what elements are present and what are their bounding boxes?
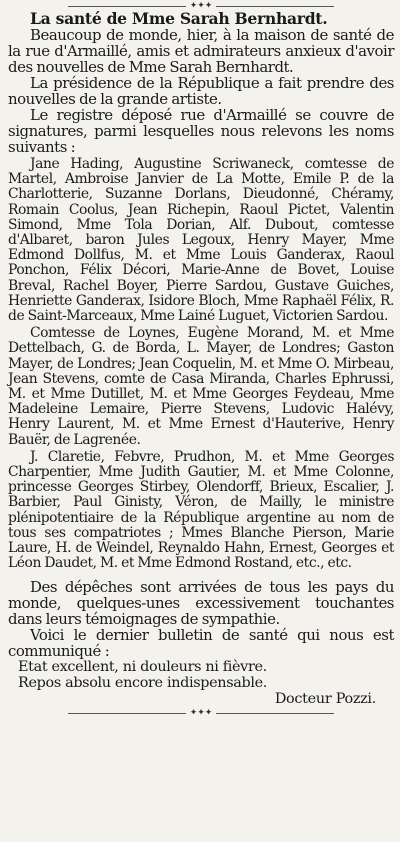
bulletin-line-1: Etat excellent, ni douleurs ni fièvre.	[18, 659, 267, 676]
rule-line	[68, 713, 186, 714]
rule-line	[68, 6, 186, 7]
name-list-3: J. Claretie, Febvre, Prudhon, M. et Mme Georges Charpentier, Mme Judith Gautier, M. et Mme Colonne, princesse Georges Stirbey, Olendorff, Brieux, Escalier, J. Barbier, Paul Ginisty, Véron, de Mailly, le ministre plénipotentiaire de la République argentine au nom de tous ses compatriotes ; Mmes Blanche Pierson, Marie Laure, H. de Weindel, Reynaldo Hahn, Ernest, Georges et Léon Daudet, M. et Mme Edmond Rostand, etc., etc.	[8, 448, 394, 572]
ornament-icon: ✦✦✦	[189, 708, 213, 719]
name-list-2: Comtesse de Loynes, Eugène Morand, M. et Mme Dettelbach, G. de Borda, L. Mayer, de Londres; Gaston Mayer, de Londres; Jean Coquelin, M. et Mme O. Mirbeau, Jean Stevens, comte de Casa Miranda, Charles Ephrussi, M. et Mme Dutillet, M. et Mme Georges Feydeau, Mme Madeleine Lemaire, Pierre Stevens, Ludovic Halévy, Henry Laurent, M. et Mme Ernest d'Hauterive, Henry Bauër, de Lagrenée.	[8, 325, 394, 448]
article-title: La santé de Mme Sarah Bernhardt.	[30, 9, 328, 28]
bottom-ornament-rule	[8, 709, 394, 717]
paragraph-bulletin-intro: Voici le dernier bulletin de santé qui nous est communiqué :	[8, 626, 394, 661]
doctor-signature: Docteur Pozzi.	[274, 691, 376, 708]
rule-line	[216, 6, 334, 7]
name-list-1: Jane Hading, Augustine Scriwaneck, comtesse de Martel, Ambroise Janvier de La Motte, Emile P. de la Charlotterie, Suzanne Dorlans, Dieudonné, Chéramy, Romain Coolus, Jean Richepin, Raoul Pictet, Valentin Simond, Mme Tola Dorian, Alf. Dubout, comtesse d'Albaret, baron Jules Legoux, Henry Mayer, Mme Edmond Dollfus, M. et Mme Louis Ganderax, Raoul Ponchon, Félix Décori, Marie-Anne de Bovet, Louise Breval, Rachel Boyer, Pierre Sardou, Gustave Guiches, Henriette Ganderax, Isidore Bloch, Mme Raphaël Félix, R. de Saint-Marceaux, Mme Lainé Luguet, Victorien Sardou.	[8, 156, 394, 325]
paragraph-intro: Beaucoup de monde, hier, à la maison de santé de la rue d'Armaillé, amis et admirateurs anxieux d'avoir des nouvelles de Mme Sarah Bernhardt.	[8, 26, 394, 76]
rule-line	[216, 713, 334, 714]
paragraph-registre: Le registre déposé rue d'Armaillé se couvre de signatures, parmi lesquelles nous relevons les noms suivants :	[8, 106, 394, 156]
paragraph-depeches: Des dépêches sont arrivées de tous les pays du monde, quelques-unes excessivement touchantes dans leurs témoignages de sympathie.	[8, 578, 394, 629]
bulletin-line-2: Repos absolu encore indispensable.	[18, 675, 267, 692]
ornament-icon: ✦✦✦	[189, 1, 213, 11]
paragraph-presidence: La présidence de la République a fait prendre des nouvelles de la grande artiste.	[8, 74, 394, 108]
